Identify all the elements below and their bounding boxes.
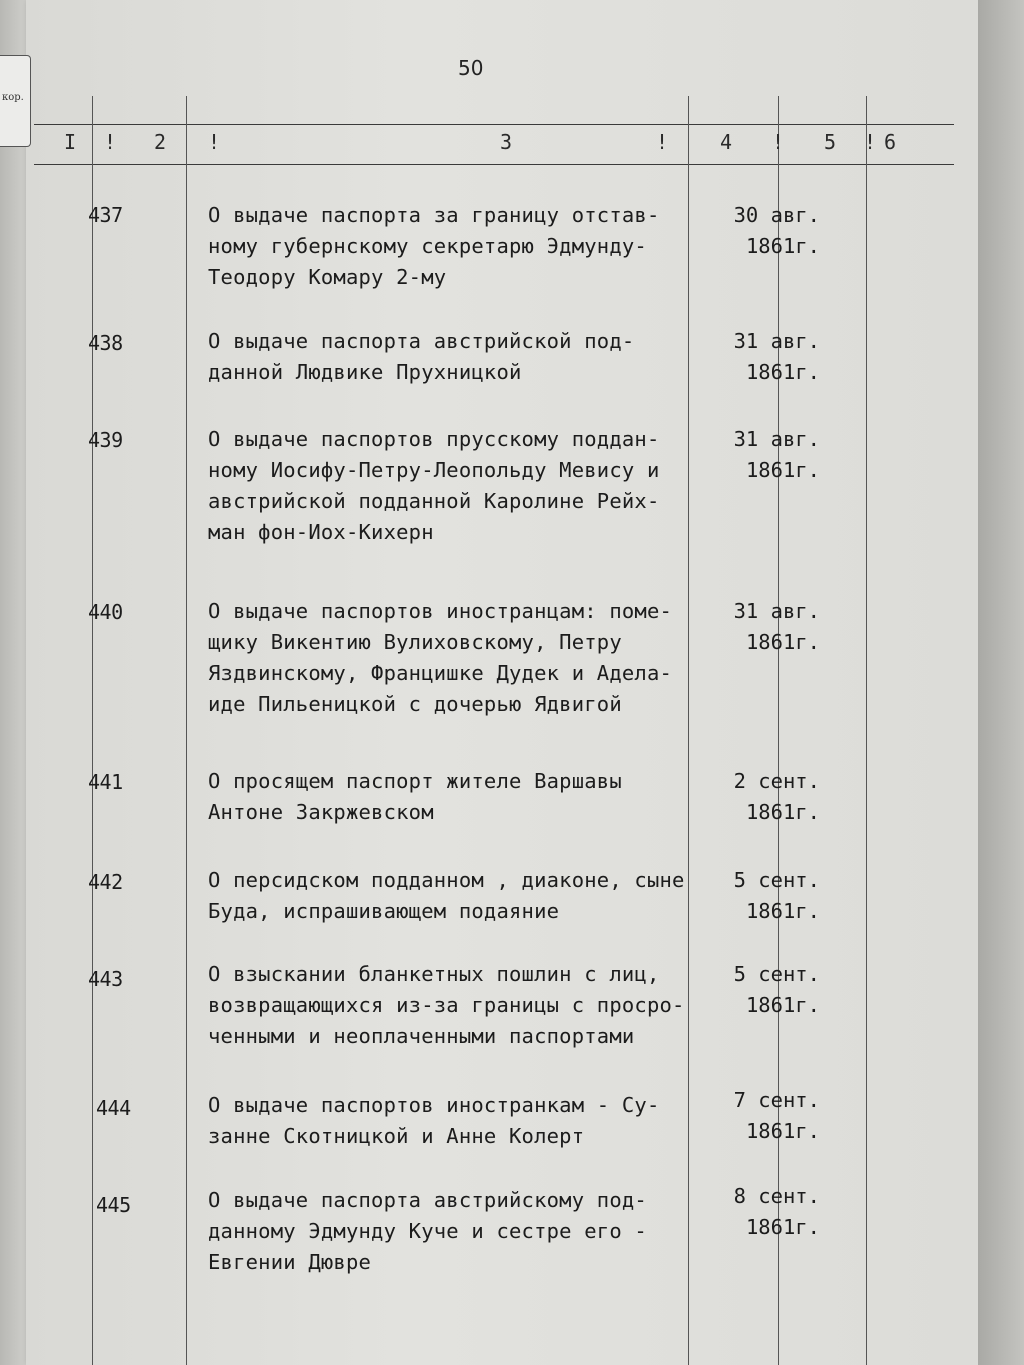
entry-title: О выдаче паспорта за границу отстав- ному губернскому секретарю Эдмунду- Теодору Комару 2-му (208, 203, 660, 289)
entry-date: 30 авг. 1861г. (733, 203, 820, 258)
entry-number: 439 (88, 428, 123, 452)
entry-title: О выдаче паспорта австрийскому под- данному Эдмунду Куче и сестре его - Евгении Дювре (208, 1188, 647, 1274)
column-line-4 (778, 96, 779, 1365)
header-rule-top (34, 124, 954, 125)
entry-title: О выдаче паспортов иностранцам: поме- щику Викентию Вулиховскому, Петру Яздвинскому, Францишке Дудек и Адела- иде Пильеницкой с дочерью Ядвигой (208, 599, 673, 716)
column-header-1: I (64, 130, 77, 154)
page-number: 50 (458, 56, 484, 80)
column-line-2 (186, 96, 187, 1365)
index-tab-label: кор. (2, 92, 24, 103)
entry-number: 440 (88, 600, 123, 624)
column-header-sep: ! (864, 130, 877, 154)
column-header-sep: ! (208, 130, 221, 154)
column-header-sep: ! (104, 130, 117, 154)
entry-date: 31 авг. 1861г. (733, 427, 820, 482)
entry-title: О выдаче паспортов иностранкам - Су- занне Скотницкой и Анне Колерт (208, 1093, 660, 1148)
entry-number: 444 (96, 1096, 131, 1120)
column-header-5: 5 (824, 130, 837, 154)
entry-date: 31 авг. 1861г. (733, 329, 820, 384)
entry-number: 441 (88, 770, 123, 794)
entry-date: 8 сент. 1861г. (733, 1184, 820, 1239)
entry-title: О выдаче паспорта австрийской под- данной Людвике Прухницкой (208, 329, 635, 384)
column-header-sep: ! (656, 130, 669, 154)
entry-number: 437 (88, 203, 123, 227)
entry-number: 445 (96, 1193, 131, 1217)
entry-date: 7 сент. 1861г. (733, 1088, 820, 1143)
column-header-sep: ! (772, 130, 785, 154)
entry-date: 5 сент. 1861г. (733, 962, 820, 1017)
entry-number: 443 (88, 967, 123, 991)
column-header-2: 2 (154, 130, 167, 154)
entry-title: О выдаче паспортов прусскому поддан- ному Иосифу-Петру-Леопольду Мевису и австрийской подданной Каролине Рейх- ман фон-Иох-Кихерн (208, 427, 660, 544)
column-header-4: 4 (720, 130, 733, 154)
entry-date: 5 сент. 1861г. (733, 868, 820, 923)
entry-date: 31 авг. 1861г. (733, 599, 820, 654)
entry-title: О просящем паспорт жителе Варшавы Антоне Закржевском (208, 769, 622, 824)
entry-title: О персидском подданном , диаконе, сыне Буда, испрашивающем подаяние (208, 868, 685, 923)
column-line-5 (866, 96, 867, 1365)
column-line-1 (92, 96, 93, 1365)
column-header-6: 6 (884, 130, 897, 154)
column-header-3: 3 (500, 130, 513, 154)
entry-title: О взыскании бланкетных пошлин с лиц, возвращающихся из-за границы с просро- ченными и неоплаченными паспортами (208, 962, 685, 1048)
page-edge (978, 0, 1024, 1365)
entry-date: 2 сент. 1861г. (733, 769, 820, 824)
entry-number: 438 (88, 331, 123, 355)
header-rule-bottom (34, 164, 954, 165)
entry-number: 442 (88, 870, 123, 894)
